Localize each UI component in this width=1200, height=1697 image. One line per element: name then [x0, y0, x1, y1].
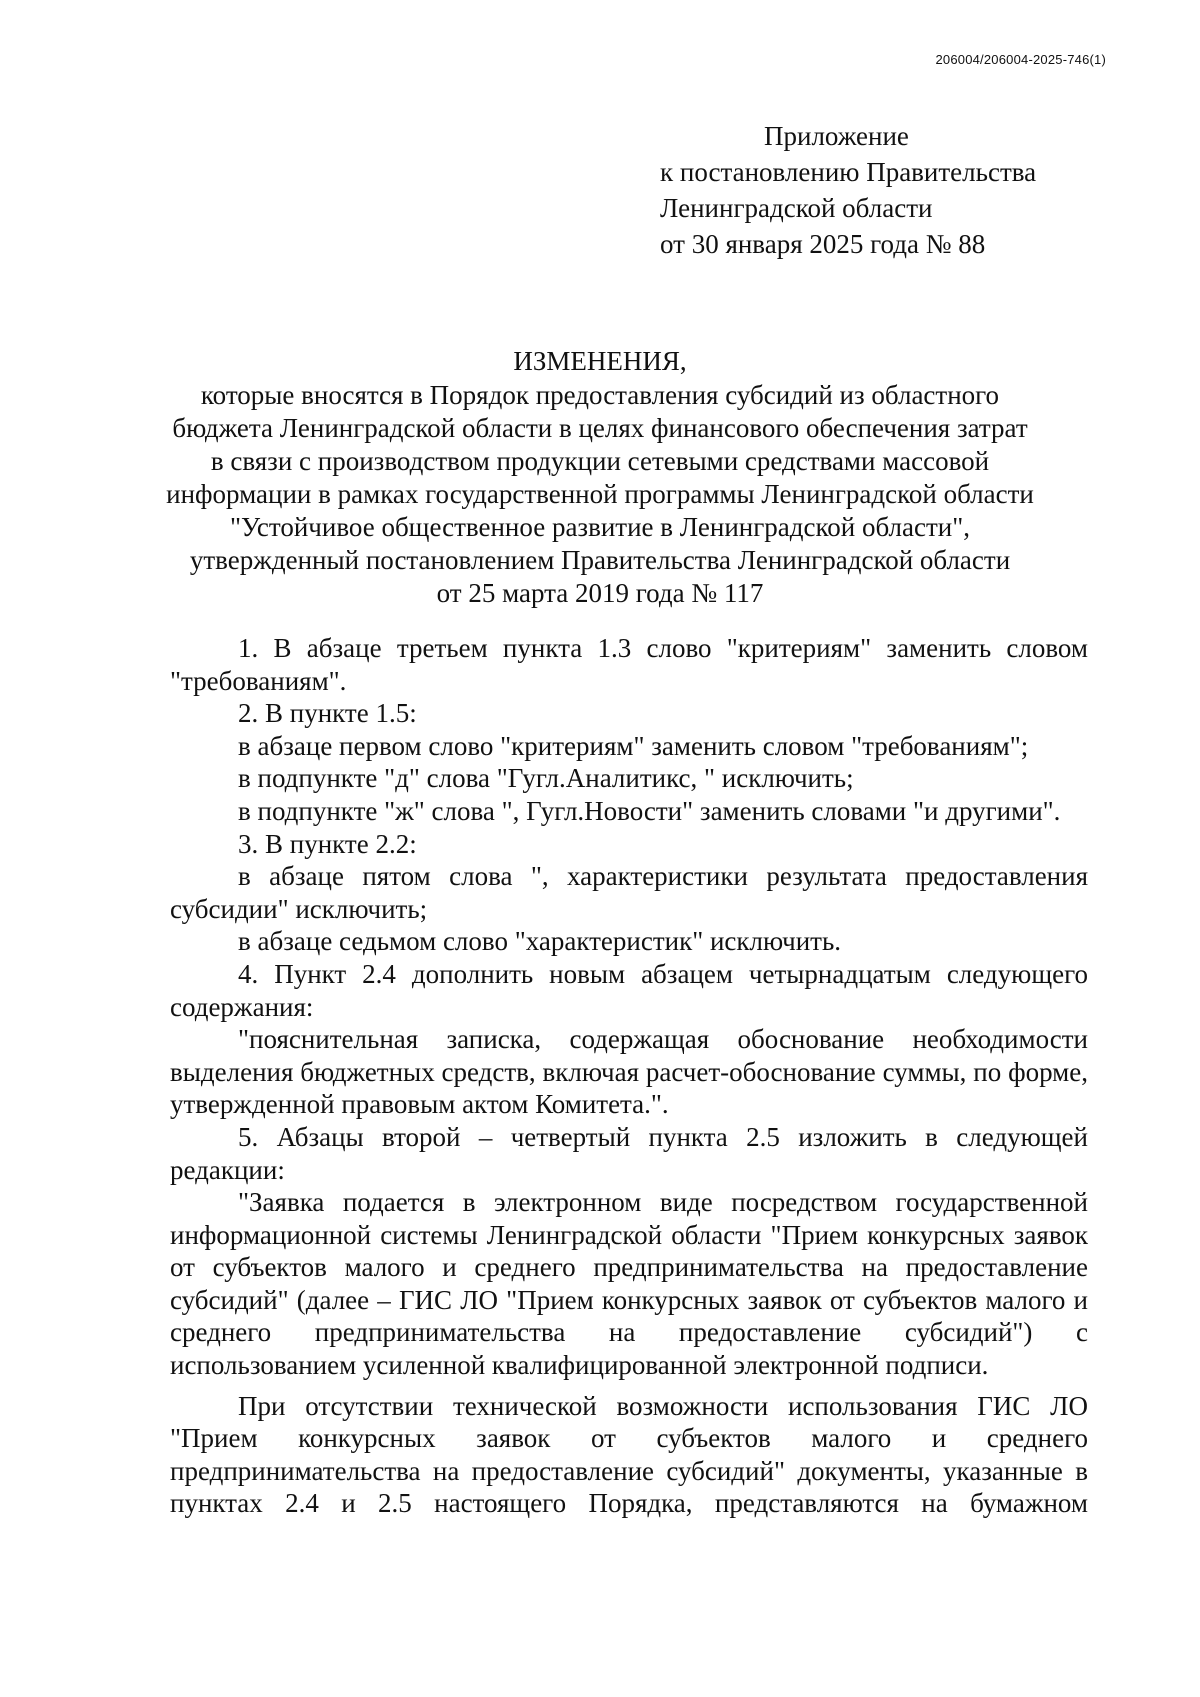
paragraph: 3. В пункте 2.2:: [238, 828, 417, 859]
document-id: 206004/206004-2025-746(1): [935, 52, 1106, 67]
title-line: в связи с производством продукции сетевыми средствами массовой: [210, 446, 990, 476]
paragraph: При отсутствии технической возможности использования ГИС ЛО "Прием конкурсных заявок от субъектов малого и среднего предпринимательства на предоставление субсидий" документы, указанные в пунктах 2.4 и 2.5 настоящего Порядка, представляются на бумажном: [170, 1390, 1088, 1519]
paragraph: в подпункте "ж" слова ", Гугл.Новости" заменить словами "и другими".: [238, 795, 1061, 826]
paragraph: 5. Абзацы второй – четвертый пункта 2.5 изложить в следующей редакции:: [170, 1121, 1088, 1185]
title-line: от 25 марта 2019 года № 117: [436, 578, 764, 608]
title-line: утвержденный постановлением Правительства Ленинградской области: [189, 545, 1011, 575]
title-line: которые вносятся в Порядок предоставления субсидий из областного: [200, 380, 1000, 410]
title-line: "Устойчивое общественное развитие в Ленинградской области",: [230, 512, 970, 542]
paragraph: в абзаце пятом слова ", характеристики результата предоставления субсидии" исключить;: [170, 861, 1088, 924]
appendix-reference: к постановлению Правительства: [660, 157, 1037, 187]
paragraph: 1. В абзаце третьем пункта 1.3 слово "критериям" заменить словом "требованиям".: [170, 633, 1088, 696]
title-line: информации в рамках государственной программы Ленинградской области: [166, 479, 1034, 509]
document-title: [120, 345, 1080, 610]
paragraph: в абзаце седьмом слово "характеристик" исключить.: [238, 926, 842, 957]
paragraph: 4. Пункт 2.4 дополнить новым абзацем четырнадцатым следующего содержания:: [170, 958, 1088, 1022]
title-line: бюджета Ленинградской области в целях финансового обеспечения затрат: [172, 413, 1028, 443]
paragraph: "Заявка подается в электронном виде посредством государственной информационной системы Ленинградской области "Прием конкурсных заявок от субъектов малого и среднего предпринимательства на предоставление субсидий" (далее – ГИС ЛО "Прием конкурсных заявок от субъектов малого и среднего предпринимательства на предоставление субсидий") с использованием усиленной квалифицированной электронной подписи.: [170, 1187, 1088, 1381]
appendix-region: Ленинградской области: [660, 193, 933, 223]
appendix-label: Приложение: [764, 121, 909, 151]
paragraph: в абзаце первом слово "критериям" заменить словом "требованиям";: [238, 730, 1029, 761]
title-heading: ИЗМЕНЕНИЯ,: [513, 346, 687, 376]
paragraph: в подпункте "д" слова "Гугл.Аналитикс, " исключить;: [238, 763, 854, 794]
paragraph: 2. В пункте 1.5:: [238, 698, 417, 729]
paragraph: "пояснительная записка, содержащая обоснование необходимости выделения бюджетных средств, включая расчет-обоснование суммы, по форме, утвержденной правовым актом Комитета.".: [170, 1024, 1088, 1120]
appendix-block: [660, 118, 1130, 262]
appendix-date: от 30 января 2025 года № 88: [660, 229, 986, 259]
document-body: [170, 632, 1088, 1520]
